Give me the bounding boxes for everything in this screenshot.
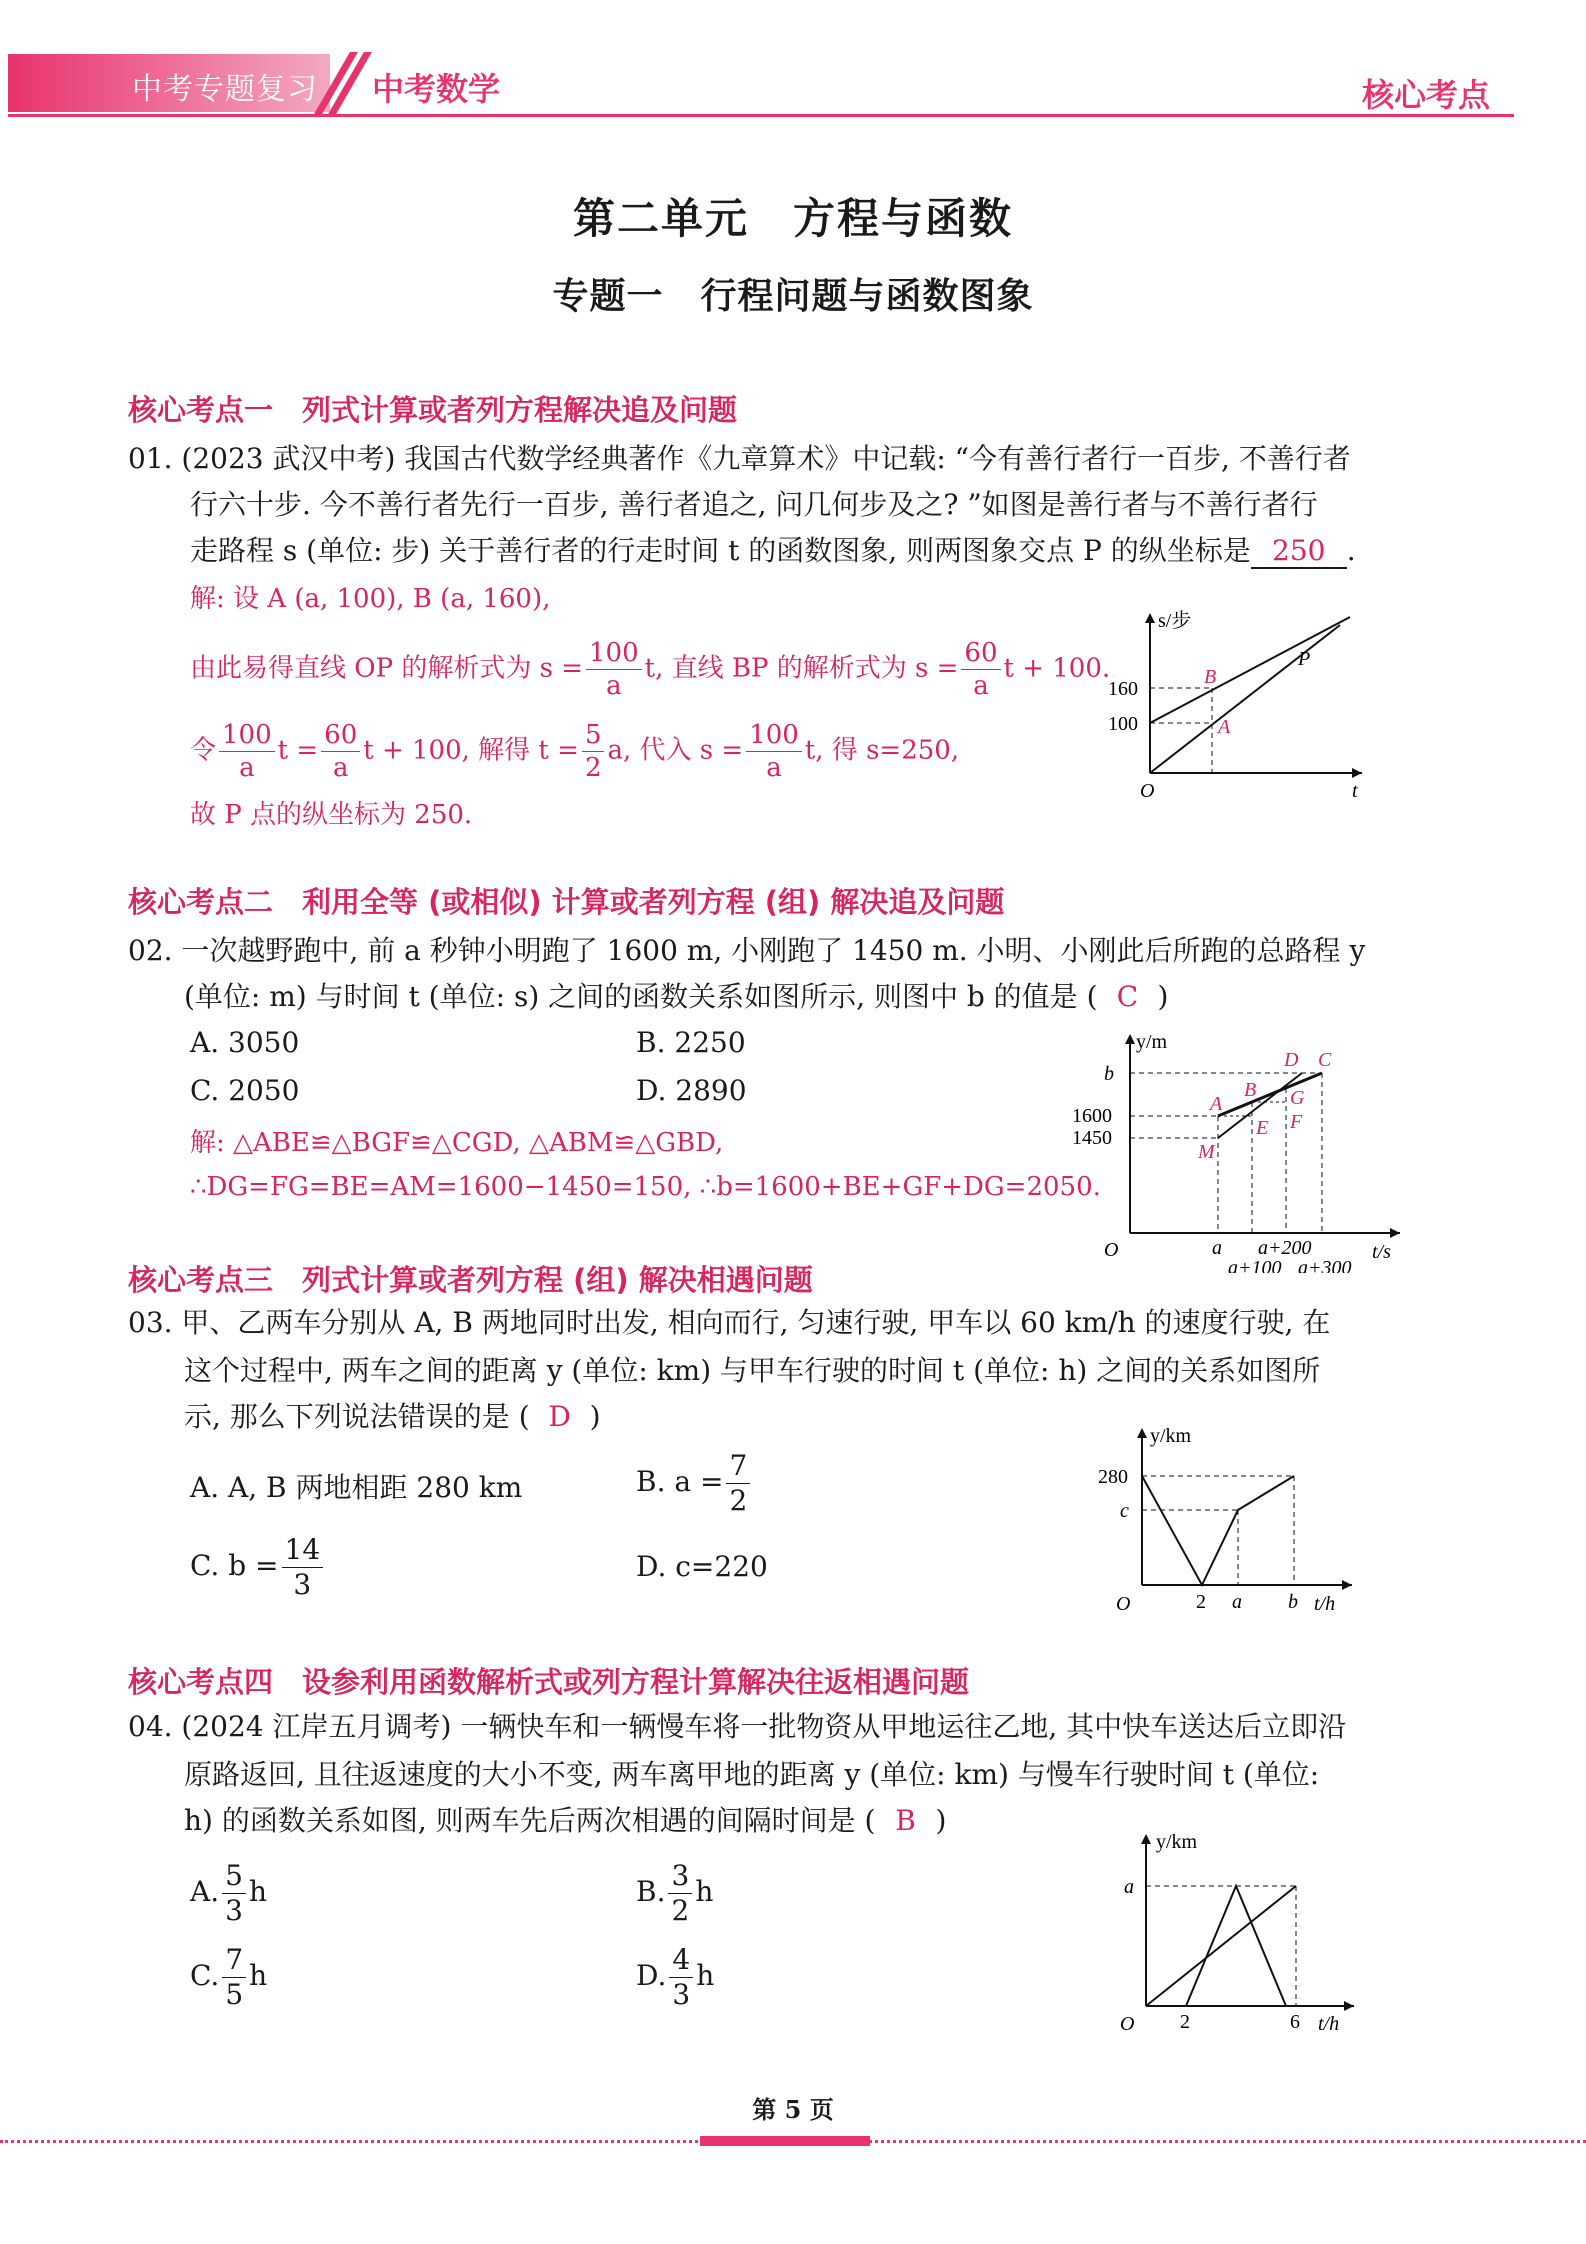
q3-graph-ylabel: y/km bbox=[1150, 1425, 1192, 1447]
q4-graph-xlabel: t/h bbox=[1318, 2013, 1340, 2035]
q3-line1: 03. 甲、乙两车分别从 A, B 两地同时出发, 相向而行, 匀速行驶, 甲车以 60 km/h 的速度行驶, 在 bbox=[128, 1306, 1331, 1339]
q1-line3: 走路程 s (单位: 步) 关于善行者的行走时间 t 的函数图象, 则两图象交点 P 的纵坐标是 250 . bbox=[190, 534, 1356, 567]
q1-graph bbox=[1100, 605, 1370, 815]
q4-option-c: C. $\frac{7}{5}$ h bbox=[190, 1943, 268, 2011]
q4-graph-ylabel: y/km bbox=[1156, 1831, 1198, 1853]
q2-graph-xa100: a+100 bbox=[1228, 1257, 1282, 1273]
q3-graph-c: c bbox=[1120, 1500, 1129, 1522]
q1-solution-4: 故 P 点的纵坐标为 250. bbox=[190, 800, 473, 830]
topic-title: 专题一 行程问题与函数图象 bbox=[552, 276, 1034, 317]
q2-graph bbox=[1070, 1028, 1410, 1273]
q1-graph-y160: 160 bbox=[1108, 678, 1138, 700]
q1-line1: 01. (2023 武汉中考) 我国古代数学经典著作《九章算术》中记载: “今有善行者行一百步, 不善行者 bbox=[128, 442, 1351, 475]
header-series: 中考专题复习 bbox=[132, 72, 318, 107]
header-section: 核心考点 bbox=[1361, 76, 1490, 114]
q2-graph-xlabel: t/s bbox=[1372, 1241, 1391, 1263]
q2-solution-2: ∴DG=FG=BE=AM=1600−1450=150, ∴b=1600+BE+GF+DG=2050. bbox=[190, 1172, 1101, 1202]
q4-graph-x6: 6 bbox=[1290, 2011, 1300, 2033]
q3-graph-x2: 2 bbox=[1196, 1591, 1206, 1613]
q2-option-b: B. 2250 bbox=[636, 1026, 746, 1059]
q3-option-d: D. c=220 bbox=[636, 1550, 768, 1583]
q2-graph-xa300: a+300 bbox=[1298, 1257, 1352, 1273]
q1-line2: 行六十步. 今不善行者先行一百步, 善行者追之, 问几何步及之? ”如图是善行者与不善行者行 bbox=[190, 488, 1318, 521]
q2-graph-y1600: 1600 bbox=[1072, 1105, 1112, 1127]
q3-line2: 这个过程中, 两车之间的距离 y (单位: km) 与甲车行驶的时间 t (单位: h) 之间的关系如图所 bbox=[184, 1354, 1321, 1387]
q2-graph-E: E bbox=[1256, 1117, 1269, 1139]
q2-graph-origin: O bbox=[1104, 1239, 1119, 1261]
q1-solution-2: 由此易得直线 OP 的解析式为 s = $\frac{100}{a}$ t, 直线 BP 的解析式为 s = $\frac{60}{a}$ t + 100. bbox=[190, 638, 1111, 701]
header-subject: 中考数学 bbox=[372, 70, 501, 108]
q1-graph-xlabel: t bbox=[1352, 780, 1358, 802]
header-rule bbox=[8, 114, 1514, 117]
q1-answer: 250 bbox=[1272, 534, 1326, 567]
unit-title: 第二单元 方程与函数 bbox=[572, 194, 1013, 243]
q2-graph-D: D bbox=[1284, 1049, 1299, 1071]
q2-answer: C bbox=[1116, 980, 1139, 1013]
q4-graph-a: a bbox=[1124, 1876, 1134, 1898]
q4-line2: 原路返回, 且往返速度的大小不变, 两车离甲地的距离 y (单位: km) 与慢车行驶时间 t (单位: bbox=[184, 1758, 1320, 1791]
q2-graph-C: C bbox=[1318, 1049, 1332, 1071]
key-point-1: 核心考点一 列式计算或者列方程解决追及问题 bbox=[128, 393, 738, 427]
q1-graph-y100: 100 bbox=[1108, 713, 1138, 735]
q2-graph-F: F bbox=[1290, 1111, 1303, 1133]
q2-graph-M: M bbox=[1198, 1141, 1215, 1163]
q3-line3: 示, 那么下列说法错误的是 ( D ) bbox=[184, 1400, 601, 1433]
q4-option-b: B. $\frac{3}{2}$ h bbox=[636, 1859, 714, 1927]
q2-option-c: C. 2050 bbox=[190, 1074, 300, 1107]
q1-graph-origin: O bbox=[1140, 780, 1155, 802]
q2-option-d: D. 2890 bbox=[636, 1074, 747, 1107]
q2-graph-G: G bbox=[1290, 1087, 1305, 1109]
q2-graph-ylabel: y/m bbox=[1136, 1031, 1168, 1053]
q2-graph-xa: a bbox=[1212, 1237, 1222, 1259]
q3-graph bbox=[1090, 1420, 1360, 1620]
footer-accent bbox=[700, 2136, 870, 2146]
q4-graph-x2: 2 bbox=[1180, 2011, 1190, 2033]
q3-option-c: C. b = $\frac{14}{3}$ bbox=[190, 1536, 326, 1599]
q2-option-a: A. 3050 bbox=[190, 1026, 300, 1059]
q1-solution-1: 解: 设 A (a, 100), B (a, 160), bbox=[190, 584, 551, 614]
q3-option-a: A. A, B 两地相距 280 km bbox=[190, 1471, 523, 1504]
q4-option-a: A. $\frac{5}{3}$ h bbox=[190, 1859, 267, 1927]
header-band bbox=[8, 54, 330, 112]
q3-option-b: B. a = $\frac{7}{2}$ bbox=[636, 1452, 753, 1515]
key-point-3: 核心考点三 列式计算或者列方程 (组) 解决相遇问题 bbox=[128, 1263, 813, 1297]
q2-line2: (单位: m) 与时间 t (单位: s) 之间的函数关系如图所示, 则图中 b 的值是 ( C ) bbox=[184, 980, 1169, 1013]
q2-graph-b: b bbox=[1104, 1063, 1114, 1085]
q3-answer: D bbox=[548, 1400, 571, 1433]
key-point-2: 核心考点二 利用全等 (或相似) 计算或者列方程 (组) 解决追及问题 bbox=[128, 885, 1005, 919]
q2-line1: 02. 一次越野跑中, 前 a 秒钟小明跑了 1600 m, 小刚跑了 1450 m. 小明、小刚此后所跑的总路程 y bbox=[128, 934, 1366, 967]
q2-graph-xa200: a+200 bbox=[1258, 1237, 1312, 1259]
q4-line1: 04. (2024 江岸五月调考) 一辆快车和一辆慢车将一批物资从甲地运往乙地, 其中快车送达后立即沿 bbox=[128, 1710, 1347, 1743]
q4-graph-origin: O bbox=[1120, 2013, 1135, 2035]
q1-graph-P: P bbox=[1298, 648, 1311, 670]
key-point-4: 核心考点四 设参利用函数解析式或列方程计算解决往返相遇问题 bbox=[128, 1665, 970, 1699]
q4-line3: h) 的函数关系如图, 则两车先后两次相遇的间隔时间是 ( B ) bbox=[184, 1804, 947, 1837]
q2-graph-B: B bbox=[1244, 1079, 1257, 1101]
q3-graph-xa: a bbox=[1232, 1591, 1242, 1613]
q1-graph-ylabel: s/步 bbox=[1158, 610, 1192, 632]
q4-answer: B bbox=[895, 1804, 916, 1837]
q3-graph-xb: b bbox=[1288, 1591, 1298, 1613]
q4-option-d: D. $\frac{4}{3}$ h bbox=[636, 1943, 715, 2011]
q3-graph-xlabel: t/h bbox=[1314, 1593, 1336, 1615]
q1-solution-3: 令 $\frac{100}{a}$ t = $\frac{60}{a}$ t + 100, 解得 t = $\frac{5}{2}$ a, 代入 s = $\frac{100}{a}$ t, 得 s=250, bbox=[190, 720, 960, 783]
q3-graph-origin: O bbox=[1116, 1593, 1131, 1615]
q2-graph-A: A bbox=[1210, 1093, 1223, 1115]
q1-graph-A: A bbox=[1218, 716, 1231, 738]
q2-solution-1: 解: △ABE≌△BGF≌△CGD, △ABM≌△GBD, bbox=[190, 1128, 724, 1158]
q2-graph-y1450: 1450 bbox=[1072, 1127, 1112, 1149]
q3-graph-y280: 280 bbox=[1098, 1466, 1128, 1488]
page-number: 第 5 页 bbox=[752, 2095, 834, 2124]
q1-graph-B: B bbox=[1204, 666, 1217, 688]
q4-graph bbox=[1106, 1826, 1366, 2046]
